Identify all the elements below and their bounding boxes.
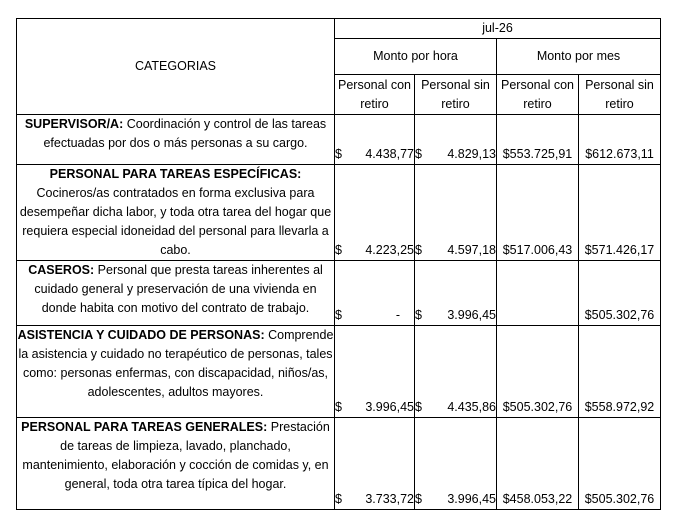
category-cell xyxy=(17,418,335,510)
category-description: Coordinación y control de las tareas efectuadas por dos o más personas a su cargo. xyxy=(43,117,327,150)
category-title: SUPERVISOR/A: xyxy=(24,117,124,131)
category-description: Prestación de tareas de limpieza, lavado, planchado, mantenimiento, elaboración y cocción de comidas y, en general, toda otra tarea típica del hogar. xyxy=(22,420,330,491)
hourly-with-retiro-cell: $ 3.996,45 xyxy=(335,326,415,418)
monthly-with-retiro-cell: $458.053,22 xyxy=(497,418,579,510)
category-description: Cocineros/as contratados en forma exclusiva para desempeñar dicha labor, y toda otra tarea del hogar que requiera especial idoneidad del personal para llevarla a cabo. xyxy=(19,186,332,257)
hourly-with-retiro-cell: $ - xyxy=(335,261,415,326)
hourly-with-retiro-cell: $ 4.438,77 xyxy=(335,115,415,165)
hourly-with-retiro-cell: $ 3.733,72 xyxy=(335,418,415,510)
category-title: PERSONAL PARA TAREAS ESPECÍFICAS: xyxy=(49,167,302,181)
table-row xyxy=(17,115,661,165)
hourly-without-retiro-cell: $ 3.996,45 xyxy=(415,261,497,326)
hourly-without-retiro-cell: $ 3.996,45 xyxy=(415,418,497,510)
monthly-with-retiro-cell: $517.006,43 xyxy=(497,165,579,261)
monthly-without-retiro-cell: $505.302,76 xyxy=(579,261,661,326)
monthly-without-retiro-cell: $505.302,76 xyxy=(579,418,661,510)
category-cell xyxy=(17,326,335,418)
monthly-with-retiro-cell: $505.302,76 xyxy=(497,326,579,418)
hourly-without-retiro-cell: $ 4.597,18 xyxy=(415,165,497,261)
hourly-with-retiro-cell: $ 4.223,25 xyxy=(335,165,415,261)
table-row xyxy=(17,326,661,418)
monthly-without-retiro-cell: $558.972,92 xyxy=(579,326,661,418)
hourly-without-retiro-header: Personal sin retiro xyxy=(415,75,497,115)
monthly-with-retiro-cell: $553.725,91 xyxy=(497,115,579,165)
category-cell xyxy=(17,261,335,326)
category-title: PERSONAL PARA TAREAS GENERALES: xyxy=(21,420,268,434)
hourly-without-retiro-cell: $ 4.435,86 xyxy=(415,326,497,418)
categories-header: CATEGORIAS xyxy=(17,19,335,115)
table-row xyxy=(17,418,661,510)
hourly-without-retiro-cell: $ 4.829,13 xyxy=(415,115,497,165)
period-header: jul-26 xyxy=(335,19,661,39)
category-description: Comprende la asistencia y cuidado no terapéutico de personas, tales como: personas enfermas, con discapacidad, niños/as, adolescentes, adultos mayores. xyxy=(18,328,334,399)
hourly-header: Monto por hora xyxy=(335,39,497,75)
category-cell xyxy=(17,165,335,261)
category-title: ASISTENCIA Y CUIDADO DE PERSONAS: xyxy=(17,328,265,342)
monthly-without-retiro-cell: $612.673,11 xyxy=(579,115,661,165)
monthly-with-retiro-header: Personal con retiro xyxy=(497,75,579,115)
category-description: Personal que presta tareas inherentes al cuidado general y preservación de una vivienda en donde habita con motivo del contrato de trabajo. xyxy=(34,263,323,315)
table-row xyxy=(17,165,661,261)
monthly-without-retiro-cell: $571.426,17 xyxy=(579,165,661,261)
salary-table xyxy=(16,18,661,510)
monthly-with-retiro-cell xyxy=(497,261,579,326)
category-title: CASEROS: xyxy=(28,263,95,277)
monthly-without-retiro-header: Personal sin retiro xyxy=(579,75,661,115)
monthly-header: Monto por mes xyxy=(497,39,661,75)
table-row xyxy=(17,261,661,326)
category-cell xyxy=(17,115,335,165)
hourly-with-retiro-header: Personal con retiro xyxy=(335,75,415,115)
